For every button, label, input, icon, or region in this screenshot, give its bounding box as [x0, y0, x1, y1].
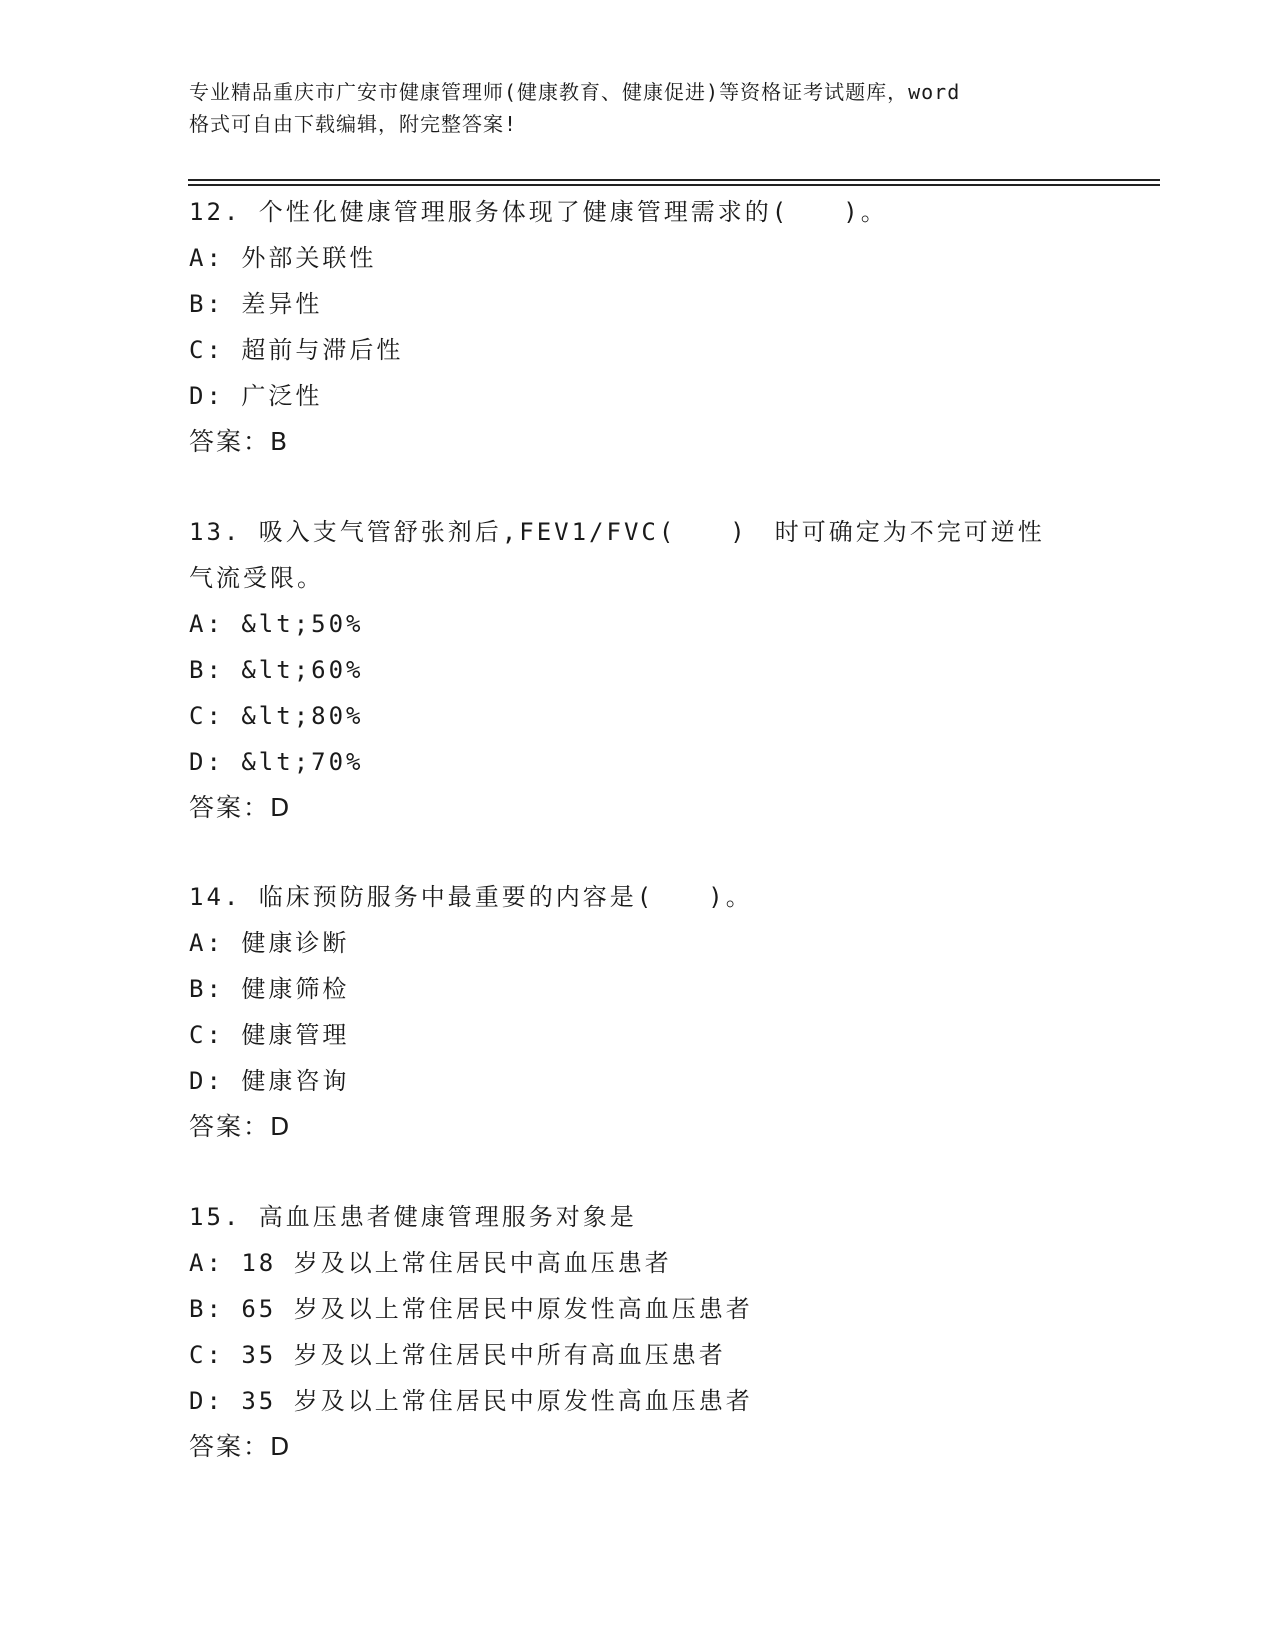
option-a: A: 外部关联性 [189, 244, 377, 272]
option-a: A: 18 岁及以上常住居民中高血压患者 [189, 1249, 672, 1277]
option-d: D: 广泛性 [189, 382, 323, 410]
question-stem: 12. 个性化健康管理服务体现了健康管理需求的( )。 [189, 198, 888, 226]
question-12 [189, 189, 888, 465]
header-line-1: 专业精品重庆市广安市健康管理师(健康教育、健康促进)等资格证考试题库，word [189, 80, 961, 104]
header-divider-bottom [188, 184, 1160, 186]
option-b: B: &lt;60% [189, 656, 364, 684]
answer-line: 答案：D [189, 793, 292, 822]
question-stem: 13. 吸入支气管舒张剂后,FEV1/FVC( ) 时可确定为不完可逆性 [189, 518, 1045, 546]
answer-line: 答案：D [189, 1112, 292, 1141]
question-15 [189, 1194, 753, 1470]
question-stem-continued: 气流受限。 [189, 564, 324, 592]
option-c: C: 健康管理 [189, 1021, 350, 1049]
question-14 [189, 874, 753, 1150]
option-d: D: 35 岁及以上常住居民中原发性高血压患者 [189, 1387, 753, 1415]
answer-line: 答案：D [189, 1432, 292, 1461]
option-c: C: 35 岁及以上常住居民中所有高血压患者 [189, 1341, 726, 1369]
header-line-2: 格式可自由下载编辑，附完整答案! [189, 112, 518, 136]
question-stem: 15. 高血压患者健康管理服务对象是 [189, 1203, 637, 1231]
option-b: B: 健康筛检 [189, 975, 350, 1003]
answer-line: 答案：B [189, 427, 290, 456]
option-c: C: &lt;80% [189, 702, 364, 730]
document-header [189, 76, 1089, 140]
option-b: B: 65 岁及以上常住居民中原发性高血压患者 [189, 1295, 753, 1323]
header-divider-top [188, 179, 1160, 181]
option-a: A: 健康诊断 [189, 929, 350, 957]
option-d: D: &lt;70% [189, 748, 364, 776]
option-a: A: &lt;50% [189, 610, 364, 638]
option-b: B: 差异性 [189, 290, 323, 318]
question-stem: 14. 临床预防服务中最重要的内容是( )。 [189, 883, 753, 911]
option-d: D: 健康咨询 [189, 1067, 350, 1095]
option-c: C: 超前与滞后性 [189, 336, 404, 364]
question-13 [189, 509, 1045, 831]
